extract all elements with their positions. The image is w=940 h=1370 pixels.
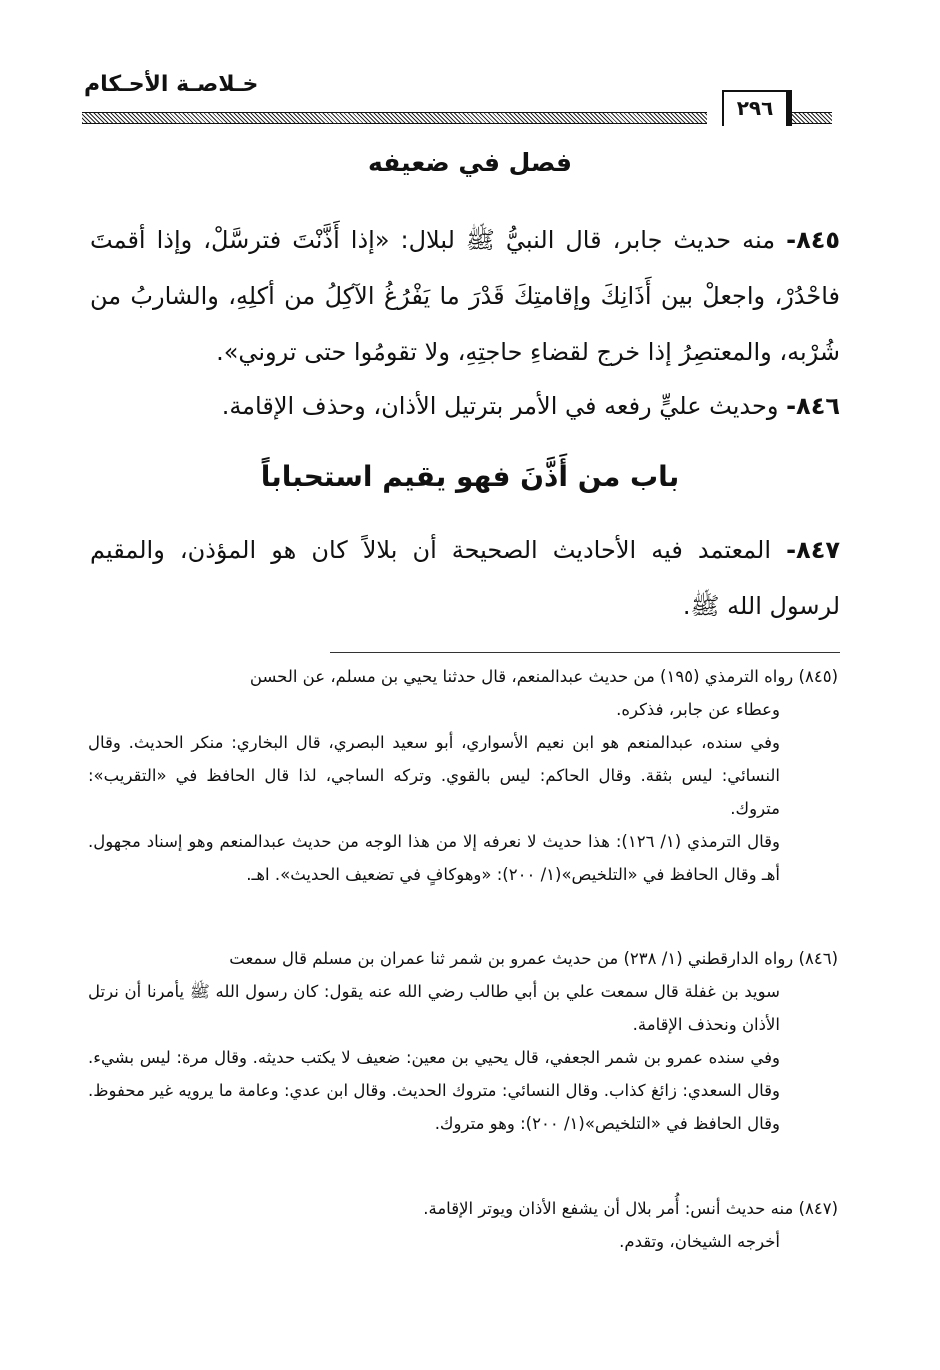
page-number: ٢٩٦ — [722, 90, 788, 126]
footnote-846 — [88, 942, 838, 1140]
hadith-text: منه حديث جابر، قال النبيُّ ﷺ لبلال: «إذا أَذَّنْتَ فترسَّلْ، وإذا أقمتَ فاحْدُرْ، واجعلْ بين أَذَانِكَ وإقامتِكَ قَدْرَ ما يَفْرُغُ الآكِلُ من أكلِهِ، والشاربُ من شُرْبه، والمعتصِرُ إذا خرج لقضاءِ حاجتِهِ، ولا تقومُوا حتى تروني». — [90, 226, 840, 366]
chapter-heading: باب من أَذَّنَ فهو يقيم استحباباً — [260, 460, 680, 493]
hadith-845 — [90, 212, 840, 380]
footnote-847 — [88, 1192, 838, 1258]
hadith-number: ٨٤٦- — [786, 392, 840, 420]
hadith-847 — [90, 522, 840, 634]
page-header — [82, 60, 832, 130]
hadith-text: وحديث عليٍّ رفعه في الأمر بترتيل الأذان، وحذف الإقامة. — [221, 392, 779, 420]
section-heading: فصل في ضعيفه — [367, 148, 573, 177]
footnote-line: وعطاء عن جابر، فذكره. — [616, 700, 780, 719]
footnote-separator — [330, 652, 840, 653]
footnote-line: (٨٤٥) رواه الترمذي (١٩٥) من حديث عبدالمنعم، قال حدثنا يحيي بن مسلم، عن الحسن — [249, 667, 838, 686]
hadith-number: ٨٤٥- — [786, 226, 841, 254]
footnote-line: وقال الترمذي (١/ ١٢٦): هذا حديث لا نعرفه إلا من هذا الوجه من حديث عبدالمنعم وهو إسناد مجهول. أهـ وقال الحافظ في «التلخيص»(١/ ٢٠٠): «وهوكافٍ في تضعيف الحديث». اهـ. — [88, 832, 780, 884]
footnote-line: أخرجه الشيخان، وتقدم. — [619, 1232, 780, 1251]
header-ornament-rule-end — [787, 112, 832, 124]
footnote-line: سويد بن غفلة قال سمعت علي بن أبي طالب رضي الله عنه يقول: كان رسول الله ﷺ يأمرنا أن نرتل الأذان ونحذف الإقامة. — [88, 982, 780, 1034]
footnote-line: (٨٤٧) منه حديث أنس: أُمر بلال أن يشفع الأذان ويوتر الإقامة. — [423, 1199, 838, 1218]
hadith-846 — [90, 378, 840, 434]
hadith-number: ٨٤٧- — [786, 536, 840, 564]
header-ornament-rule — [82, 112, 707, 124]
footnote-line: وفي سنده، عبدالمنعم هو ابن نعيم الأسواري، أبو سعيد البصري، قال البخاري: منكر الحديث. وقال النسائي: ليس بثقة. وقال الحاكم: ليس بالقوي. وتركه الساجي، لذا قال الحافظ في «التقريب»: متروك. — [88, 733, 780, 818]
footnote-line: وفي سنده عمرو بن شمر الجعفي، قال يحيي بن معين: ضعيف لا يكتب حديثه. وقال مرة: ليس بشيء. وقال السعدي: زائغ كذاب. وقال النسائي: متروك الحديث. وقال ابن عدي: وعامة ما يرويه غير محفوظ. وقال الحافظ في «التلخيص»(١/ ٢٠٠): وهو متروك. — [88, 1048, 780, 1133]
footnote-line: (٨٤٦) رواه الدارقطني (١/ ٢٣٨) من حديث عمرو بن شمر ثنا عمران بن مسلم قال سمعت — [229, 949, 838, 968]
book-title: خـلاصـة الأحـكام — [84, 72, 259, 97]
hadith-text: المعتمد فيه الأحاديث الصحيحة أن بلالاً كان هو المؤذن، والمقيم لرسول الله ﷺ. — [90, 536, 840, 620]
footnote-845 — [88, 660, 838, 891]
